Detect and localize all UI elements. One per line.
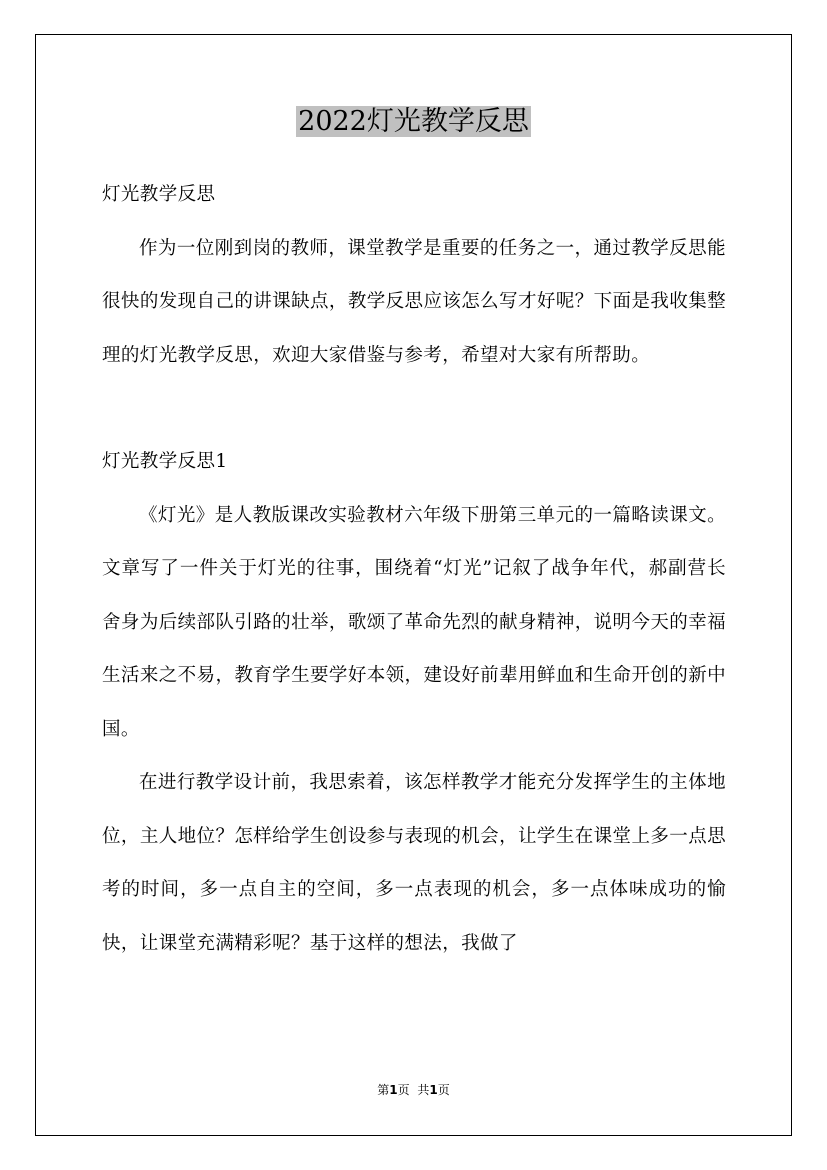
page-footer	[0, 1082, 827, 1098]
total-suffix: 页	[437, 1083, 450, 1097]
section-heading: 灯光教学反思1	[102, 451, 228, 472]
total-prefix: 共	[417, 1083, 430, 1097]
page-suffix: 页	[397, 1083, 410, 1097]
body-paragraph-2: 在进行教学设计前，我思索着，该怎样教学才能充分发挥学生的主体地位，主人地位？怎样给学生创设参与表现的机会，让学生在课堂上多一点思考的时间，多一点自主的空间，多一点表现的机会，多一点体味成功的愉快，让课堂充满精彩呢？基于这样的想法，我做了	[102, 772, 726, 954]
document-title-text: 2022灯光教学反思	[298, 106, 529, 137]
page-number: 1	[389, 1083, 398, 1097]
total-pages: 1	[429, 1083, 438, 1097]
document-title	[0, 104, 827, 140]
intro-paragraph: 作为一位刚到岗的教师，课堂教学是重要的任务之一，通过教学反思能很快的发现自己的讲课缺点，教学反思应该怎么写才好呢？下面是我收集整理的灯光教学反思，欢迎大家借鉴与参考，希望对大家有所帮助。	[102, 237, 726, 366]
body-paragraph-1: 《灯光》是人教版课改实验教材六年级下册第三单元的一篇略读课文。文章写了一件关于灯光的往事，围绕着“灯光”记叙了战争年代，郝副营长舍身为后续部队引路的壮举，歌颂了革命先烈的献身精神，说明今天的幸福生活来之不易，教育学生要学好本领，建设好前辈用鲜血和生命开创的新中国。	[102, 504, 726, 740]
document-subtitle: 灯光教学反思	[102, 184, 216, 205]
document-body	[102, 168, 726, 970]
page-prefix: 第	[377, 1083, 390, 1097]
